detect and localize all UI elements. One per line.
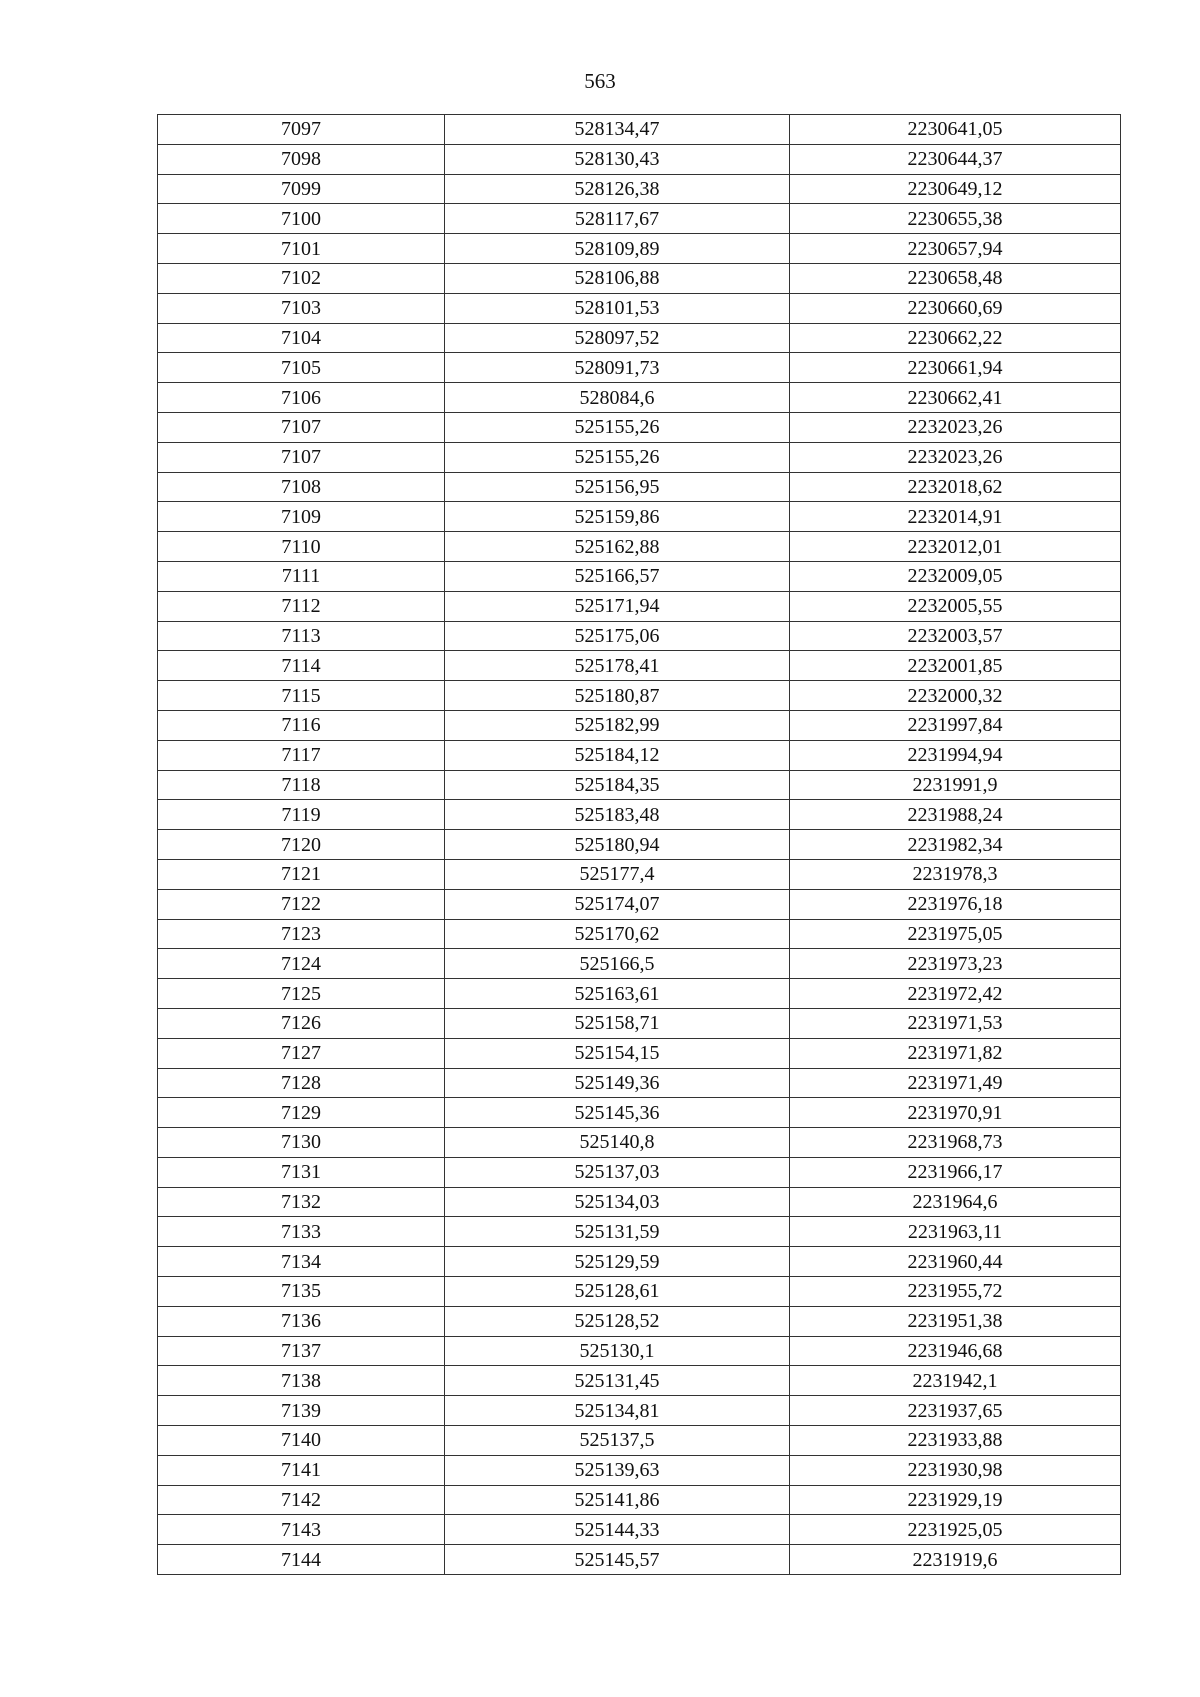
table-row bbox=[158, 204, 1121, 234]
y-coordinate-cell: 2231975,05 bbox=[790, 919, 1121, 949]
table-row bbox=[158, 115, 1121, 145]
x-coordinate-cell: 525177,4 bbox=[445, 859, 790, 889]
y-coordinate-cell: 2232005,55 bbox=[790, 591, 1121, 621]
point-number-cell: 7115 bbox=[158, 681, 445, 711]
point-number-cell: 7126 bbox=[158, 1008, 445, 1038]
x-coordinate-cell: 525140,8 bbox=[445, 1128, 790, 1158]
table-row bbox=[158, 323, 1121, 353]
point-number-cell: 7141 bbox=[158, 1455, 445, 1485]
point-number-cell: 7129 bbox=[158, 1098, 445, 1128]
table-row bbox=[158, 1426, 1121, 1456]
point-number-cell: 7133 bbox=[158, 1217, 445, 1247]
table-row bbox=[158, 1366, 1121, 1396]
table-row bbox=[158, 859, 1121, 889]
table-row bbox=[158, 1068, 1121, 1098]
y-coordinate-cell: 2231966,17 bbox=[790, 1157, 1121, 1187]
y-coordinate-cell: 2231955,72 bbox=[790, 1277, 1121, 1307]
point-number-cell: 7128 bbox=[158, 1068, 445, 1098]
y-coordinate-cell: 2231963,11 bbox=[790, 1217, 1121, 1247]
y-coordinate-cell: 2232001,85 bbox=[790, 651, 1121, 681]
x-coordinate-cell: 525145,36 bbox=[445, 1098, 790, 1128]
table-row bbox=[158, 979, 1121, 1009]
point-number-cell: 7111 bbox=[158, 561, 445, 591]
y-coordinate-cell: 2232014,91 bbox=[790, 502, 1121, 532]
x-coordinate-cell: 525137,03 bbox=[445, 1157, 790, 1187]
y-coordinate-cell: 2231919,6 bbox=[790, 1545, 1121, 1575]
x-coordinate-cell: 525166,5 bbox=[445, 949, 790, 979]
table-row bbox=[158, 830, 1121, 860]
x-coordinate-cell: 528091,73 bbox=[445, 353, 790, 383]
point-number-cell: 7099 bbox=[158, 174, 445, 204]
y-coordinate-cell: 2231994,94 bbox=[790, 740, 1121, 770]
table-row bbox=[158, 1396, 1121, 1426]
page-number: 563 bbox=[584, 69, 616, 93]
table-row bbox=[158, 621, 1121, 651]
point-number-cell: 7127 bbox=[158, 1038, 445, 1068]
x-coordinate-cell: 528106,88 bbox=[445, 263, 790, 293]
x-coordinate-cell: 525166,57 bbox=[445, 561, 790, 591]
y-coordinate-cell: 2231982,34 bbox=[790, 830, 1121, 860]
point-number-cell: 7139 bbox=[158, 1396, 445, 1426]
point-number-cell: 7107 bbox=[158, 412, 445, 442]
point-number-cell: 7107 bbox=[158, 442, 445, 472]
point-number-cell: 7112 bbox=[158, 591, 445, 621]
point-number-cell: 7100 bbox=[158, 204, 445, 234]
table-row bbox=[158, 472, 1121, 502]
y-coordinate-cell: 2231933,88 bbox=[790, 1426, 1121, 1456]
table-row bbox=[158, 710, 1121, 740]
y-coordinate-cell: 2231960,44 bbox=[790, 1247, 1121, 1277]
x-coordinate-cell: 525130,1 bbox=[445, 1336, 790, 1366]
y-coordinate-cell: 2230661,94 bbox=[790, 353, 1121, 383]
x-coordinate-cell: 525131,45 bbox=[445, 1366, 790, 1396]
point-number-cell: 7119 bbox=[158, 800, 445, 830]
point-number-cell: 7138 bbox=[158, 1366, 445, 1396]
table-row bbox=[158, 770, 1121, 800]
point-number-cell: 7103 bbox=[158, 293, 445, 323]
point-number-cell: 7123 bbox=[158, 919, 445, 949]
point-number-cell: 7116 bbox=[158, 710, 445, 740]
x-coordinate-cell: 525155,26 bbox=[445, 442, 790, 472]
point-number-cell: 7143 bbox=[158, 1515, 445, 1545]
point-number-cell: 7118 bbox=[158, 770, 445, 800]
table-row bbox=[158, 889, 1121, 919]
y-coordinate-cell: 2231968,73 bbox=[790, 1128, 1121, 1158]
table-row bbox=[158, 353, 1121, 383]
point-number-cell: 7108 bbox=[158, 472, 445, 502]
x-coordinate-cell: 528126,38 bbox=[445, 174, 790, 204]
y-coordinate-cell: 2231970,91 bbox=[790, 1098, 1121, 1128]
x-coordinate-cell: 528101,53 bbox=[445, 293, 790, 323]
y-coordinate-cell: 2230660,69 bbox=[790, 293, 1121, 323]
table-row bbox=[158, 412, 1121, 442]
y-coordinate-cell: 2231946,68 bbox=[790, 1336, 1121, 1366]
point-number-cell: 7114 bbox=[158, 651, 445, 681]
x-coordinate-cell: 525156,95 bbox=[445, 472, 790, 502]
x-coordinate-cell: 528097,52 bbox=[445, 323, 790, 353]
x-coordinate-cell: 525154,15 bbox=[445, 1038, 790, 1068]
table-row bbox=[158, 174, 1121, 204]
point-number-cell: 7120 bbox=[158, 830, 445, 860]
table-row bbox=[158, 800, 1121, 830]
point-number-cell: 7122 bbox=[158, 889, 445, 919]
table-row bbox=[158, 919, 1121, 949]
point-number-cell: 7106 bbox=[158, 383, 445, 413]
x-coordinate-cell: 525180,94 bbox=[445, 830, 790, 860]
y-coordinate-cell: 2231937,65 bbox=[790, 1396, 1121, 1426]
point-number-cell: 7125 bbox=[158, 979, 445, 1009]
x-coordinate-cell: 525163,61 bbox=[445, 979, 790, 1009]
point-number-cell: 7137 bbox=[158, 1336, 445, 1366]
point-number-cell: 7098 bbox=[158, 144, 445, 174]
table-row bbox=[158, 681, 1121, 711]
x-coordinate-cell: 525184,35 bbox=[445, 770, 790, 800]
table-row bbox=[158, 1306, 1121, 1336]
x-coordinate-cell: 525174,07 bbox=[445, 889, 790, 919]
y-coordinate-cell: 2230644,37 bbox=[790, 144, 1121, 174]
x-coordinate-cell: 525139,63 bbox=[445, 1455, 790, 1485]
y-coordinate-cell: 2232023,26 bbox=[790, 412, 1121, 442]
x-coordinate-cell: 525162,88 bbox=[445, 532, 790, 562]
point-number-cell: 7105 bbox=[158, 353, 445, 383]
y-coordinate-cell: 2232018,62 bbox=[790, 472, 1121, 502]
coordinates-table-body bbox=[158, 115, 1121, 1575]
x-coordinate-cell: 525170,62 bbox=[445, 919, 790, 949]
coordinates-table bbox=[157, 114, 1121, 1575]
x-coordinate-cell: 525144,33 bbox=[445, 1515, 790, 1545]
x-coordinate-cell: 528134,47 bbox=[445, 115, 790, 145]
y-coordinate-cell: 2231978,3 bbox=[790, 859, 1121, 889]
table-row bbox=[158, 263, 1121, 293]
y-coordinate-cell: 2231971,82 bbox=[790, 1038, 1121, 1068]
x-coordinate-cell: 525128,61 bbox=[445, 1277, 790, 1307]
table-row bbox=[158, 1485, 1121, 1515]
table-row bbox=[158, 1336, 1121, 1366]
table-row bbox=[158, 591, 1121, 621]
y-coordinate-cell: 2231973,23 bbox=[790, 949, 1121, 979]
point-number-cell: 7102 bbox=[158, 263, 445, 293]
y-coordinate-cell: 2232003,57 bbox=[790, 621, 1121, 651]
table-row bbox=[158, 532, 1121, 562]
y-coordinate-cell: 2230662,22 bbox=[790, 323, 1121, 353]
table-row bbox=[158, 949, 1121, 979]
y-coordinate-cell: 2231929,19 bbox=[790, 1485, 1121, 1515]
x-coordinate-cell: 525182,99 bbox=[445, 710, 790, 740]
x-coordinate-cell: 525134,81 bbox=[445, 1396, 790, 1426]
x-coordinate-cell: 528117,67 bbox=[445, 204, 790, 234]
y-coordinate-cell: 2232000,32 bbox=[790, 681, 1121, 711]
y-coordinate-cell: 2232012,01 bbox=[790, 532, 1121, 562]
x-coordinate-cell: 525158,71 bbox=[445, 1008, 790, 1038]
x-coordinate-cell: 528084,6 bbox=[445, 383, 790, 413]
point-number-cell: 7134 bbox=[158, 1247, 445, 1277]
y-coordinate-cell: 2230662,41 bbox=[790, 383, 1121, 413]
x-coordinate-cell: 525178,41 bbox=[445, 651, 790, 681]
table-row bbox=[158, 234, 1121, 264]
table-row bbox=[158, 1128, 1121, 1158]
x-coordinate-cell: 525175,06 bbox=[445, 621, 790, 651]
x-coordinate-cell: 525171,94 bbox=[445, 591, 790, 621]
point-number-cell: 7121 bbox=[158, 859, 445, 889]
table-row bbox=[158, 1217, 1121, 1247]
x-coordinate-cell: 525141,86 bbox=[445, 1485, 790, 1515]
x-coordinate-cell: 525183,48 bbox=[445, 800, 790, 830]
x-coordinate-cell: 525180,87 bbox=[445, 681, 790, 711]
x-coordinate-cell: 525159,86 bbox=[445, 502, 790, 532]
point-number-cell: 7140 bbox=[158, 1426, 445, 1456]
table-row bbox=[158, 561, 1121, 591]
point-number-cell: 7132 bbox=[158, 1187, 445, 1217]
point-number-cell: 7117 bbox=[158, 740, 445, 770]
point-number-cell: 7131 bbox=[158, 1157, 445, 1187]
y-coordinate-cell: 2231972,42 bbox=[790, 979, 1121, 1009]
point-number-cell: 7130 bbox=[158, 1128, 445, 1158]
x-coordinate-cell: 525155,26 bbox=[445, 412, 790, 442]
table-row bbox=[158, 144, 1121, 174]
y-coordinate-cell: 2230657,94 bbox=[790, 234, 1121, 264]
point-number-cell: 7097 bbox=[158, 115, 445, 145]
table-row bbox=[158, 1545, 1121, 1575]
y-coordinate-cell: 2231971,53 bbox=[790, 1008, 1121, 1038]
table-row bbox=[158, 1247, 1121, 1277]
table-row bbox=[158, 383, 1121, 413]
table-row bbox=[158, 502, 1121, 532]
x-coordinate-cell: 525134,03 bbox=[445, 1187, 790, 1217]
x-coordinate-cell: 525145,57 bbox=[445, 1545, 790, 1575]
table-row bbox=[158, 442, 1121, 472]
point-number-cell: 7144 bbox=[158, 1545, 445, 1575]
y-coordinate-cell: 2232023,26 bbox=[790, 442, 1121, 472]
y-coordinate-cell: 2231988,24 bbox=[790, 800, 1121, 830]
y-coordinate-cell: 2230658,48 bbox=[790, 263, 1121, 293]
x-coordinate-cell: 525149,36 bbox=[445, 1068, 790, 1098]
y-coordinate-cell: 2231942,1 bbox=[790, 1366, 1121, 1396]
table-row bbox=[158, 1038, 1121, 1068]
y-coordinate-cell: 2231925,05 bbox=[790, 1515, 1121, 1545]
y-coordinate-cell: 2230641,05 bbox=[790, 115, 1121, 145]
y-coordinate-cell: 2230649,12 bbox=[790, 174, 1121, 204]
point-number-cell: 7136 bbox=[158, 1306, 445, 1336]
point-number-cell: 7113 bbox=[158, 621, 445, 651]
point-number-cell: 7109 bbox=[158, 502, 445, 532]
table-row bbox=[158, 1157, 1121, 1187]
y-coordinate-cell: 2230655,38 bbox=[790, 204, 1121, 234]
point-number-cell: 7101 bbox=[158, 234, 445, 264]
x-coordinate-cell: 525128,52 bbox=[445, 1306, 790, 1336]
x-coordinate-cell: 528130,43 bbox=[445, 144, 790, 174]
table-row bbox=[158, 1008, 1121, 1038]
y-coordinate-cell: 2231976,18 bbox=[790, 889, 1121, 919]
table-row bbox=[158, 293, 1121, 323]
table-row bbox=[158, 1187, 1121, 1217]
table-row bbox=[158, 1515, 1121, 1545]
point-number-cell: 7104 bbox=[158, 323, 445, 353]
point-number-cell: 7135 bbox=[158, 1277, 445, 1307]
table-row bbox=[158, 1455, 1121, 1485]
point-number-cell: 7110 bbox=[158, 532, 445, 562]
table-row bbox=[158, 740, 1121, 770]
y-coordinate-cell: 2231930,98 bbox=[790, 1455, 1121, 1485]
table-row bbox=[158, 1277, 1121, 1307]
y-coordinate-cell: 2231964,6 bbox=[790, 1187, 1121, 1217]
y-coordinate-cell: 2232009,05 bbox=[790, 561, 1121, 591]
x-coordinate-cell: 525137,5 bbox=[445, 1426, 790, 1456]
point-number-cell: 7142 bbox=[158, 1485, 445, 1515]
x-coordinate-cell: 525131,59 bbox=[445, 1217, 790, 1247]
x-coordinate-cell: 525184,12 bbox=[445, 740, 790, 770]
x-coordinate-cell: 525129,59 bbox=[445, 1247, 790, 1277]
y-coordinate-cell: 2231997,84 bbox=[790, 710, 1121, 740]
y-coordinate-cell: 2231991,9 bbox=[790, 770, 1121, 800]
table-row bbox=[158, 1098, 1121, 1128]
point-number-cell: 7124 bbox=[158, 949, 445, 979]
x-coordinate-cell: 528109,89 bbox=[445, 234, 790, 264]
y-coordinate-cell: 2231971,49 bbox=[790, 1068, 1121, 1098]
y-coordinate-cell: 2231951,38 bbox=[790, 1306, 1121, 1336]
table-row bbox=[158, 651, 1121, 681]
